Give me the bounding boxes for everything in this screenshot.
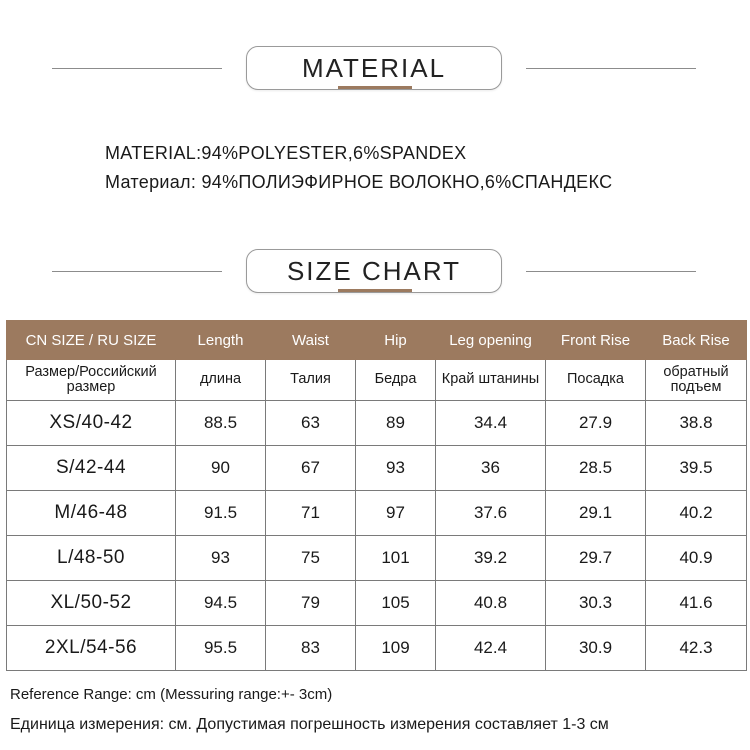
size-chart-section-header	[0, 249, 750, 299]
value-cell: 40.9	[646, 536, 747, 581]
value-cell: 91.5	[176, 491, 266, 536]
value-cell: 67	[266, 446, 356, 491]
value-cell: 79	[266, 581, 356, 626]
divider-line	[526, 68, 696, 69]
title-accent-bar	[338, 289, 412, 292]
value-cell: 27.9	[546, 401, 646, 446]
value-cell: 93	[176, 536, 266, 581]
value-cell: 42.3	[646, 626, 747, 671]
ru-header-cell: Бедра	[356, 360, 436, 401]
value-cell: 38.8	[646, 401, 747, 446]
value-cell: 83	[266, 626, 356, 671]
size-cell: 2XL/54-56	[7, 626, 176, 671]
ru-header-cell: Посадка	[546, 360, 646, 401]
reference-note-ru: Единица измерения: см. Допустимая погрешность измерения составляет 1-3 см	[10, 716, 609, 733]
material-en: MATERIAL:94%POLYESTER,6%SPANDEX	[105, 143, 467, 163]
size-cell: XL/50-52	[7, 581, 176, 626]
size-cell: XS/40-42	[7, 401, 176, 446]
value-cell: 30.3	[546, 581, 646, 626]
value-cell: 63	[266, 401, 356, 446]
table-row	[7, 491, 747, 536]
table-row	[7, 401, 747, 446]
value-cell: 29.7	[546, 536, 646, 581]
value-cell: 30.9	[546, 626, 646, 671]
table-row	[7, 581, 747, 626]
material-title: MATERIAL	[246, 46, 502, 90]
material-ru: Материал: 94%ПОЛИЭФИРНОЕ ВОЛОКНО,6%СПАНДЕКС	[105, 172, 613, 192]
size-cell: S/42-44	[7, 446, 176, 491]
value-cell: 95.5	[176, 626, 266, 671]
ru-header-cell: длина	[176, 360, 266, 401]
header-cell: Front Rise	[546, 321, 646, 360]
ru-header-cell: Край штанины	[436, 360, 546, 401]
value-cell: 36	[436, 446, 546, 491]
table-row	[7, 446, 747, 491]
value-cell: 28.5	[546, 446, 646, 491]
value-cell: 39.2	[436, 536, 546, 581]
divider-line	[52, 271, 222, 272]
material-section-header	[0, 46, 750, 96]
size-cell: L/48-50	[7, 536, 176, 581]
value-cell: 37.6	[436, 491, 546, 536]
value-cell: 42.4	[436, 626, 546, 671]
header-cell: CN SIZE / RU SIZE	[7, 321, 176, 360]
value-cell: 105	[356, 581, 436, 626]
value-cell: 101	[356, 536, 436, 581]
value-cell: 29.1	[546, 491, 646, 536]
value-cell: 34.4	[436, 401, 546, 446]
size-chart-table	[6, 320, 747, 671]
ru-header-cell: обратный подъем	[646, 360, 747, 401]
table-row	[7, 626, 747, 671]
ru-header-cell: Талия	[266, 360, 356, 401]
value-cell: 109	[356, 626, 436, 671]
reference-note-en: Reference Range: cm (Messuring range:+- 3cm)	[10, 686, 333, 703]
value-cell: 39.5	[646, 446, 747, 491]
value-cell: 90	[176, 446, 266, 491]
header-cell: Leg opening	[436, 321, 546, 360]
value-cell: 75	[266, 536, 356, 581]
value-cell: 94.5	[176, 581, 266, 626]
title-accent-bar	[338, 86, 412, 89]
ru-header-cell: Размер/Российский размер	[7, 360, 176, 401]
size-cell: M/46-48	[7, 491, 176, 536]
header-cell: Back Rise	[646, 321, 747, 360]
value-cell: 93	[356, 446, 436, 491]
divider-line	[526, 271, 696, 272]
ru-header-row	[7, 360, 747, 401]
table-row	[7, 536, 747, 581]
value-cell: 71	[266, 491, 356, 536]
value-cell: 97	[356, 491, 436, 536]
table-header-row	[7, 321, 747, 360]
value-cell: 40.8	[436, 581, 546, 626]
size-chart-title: SIZE CHART	[246, 249, 502, 293]
header-cell: Length	[176, 321, 266, 360]
header-cell: Hip	[356, 321, 436, 360]
value-cell: 89	[356, 401, 436, 446]
divider-line	[52, 68, 222, 69]
header-cell: Waist	[266, 321, 356, 360]
value-cell: 88.5	[176, 401, 266, 446]
value-cell: 40.2	[646, 491, 747, 536]
value-cell: 41.6	[646, 581, 747, 626]
